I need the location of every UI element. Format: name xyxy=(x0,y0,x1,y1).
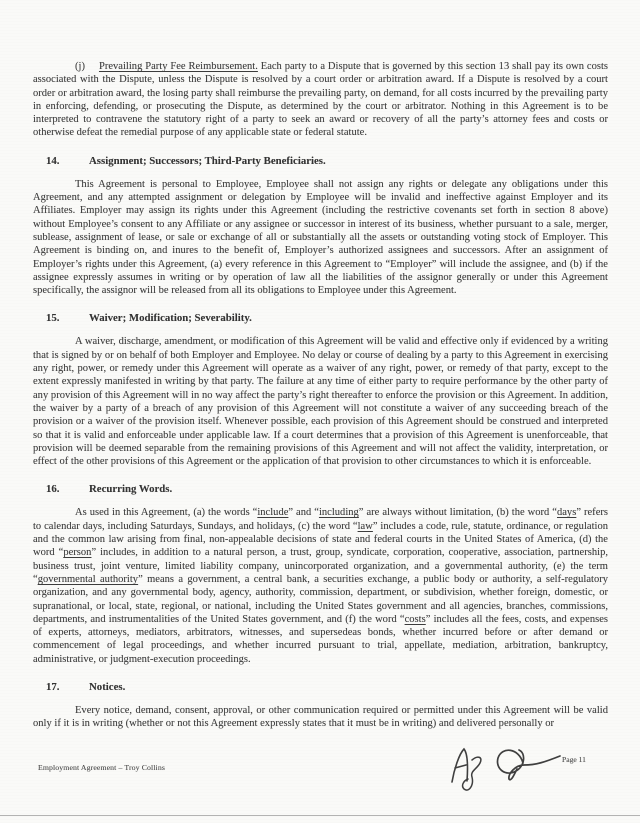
clause-j-heading: Prevailing Party Fee Reimbursement. xyxy=(98,61,258,72)
section-17-number: 17. xyxy=(46,680,60,693)
section-14-title: Assignment; Successors; Third-Party Beneficiaries. xyxy=(89,154,326,167)
section-15-heading xyxy=(33,312,608,325)
section-16-paragraph: As used in this Agreement, (a) the words “include” and “including” are always without limitation, (b) the word “days” refers to calendar days, including Saturdays, Sundays, and holidays, (c) the word “law” includes a code, rule, statute, ordinance, or regulation and the common law arising from final, non-appealable decisions of state and federal courts in the United States of America, (d) the word “person” includes, in addition to a natural person, a trust, group, syndicate, corporation, cooperative, association, partnership, business trust, joint venture, limited liability company, unincorporated organization, and a governmental authority, (e) the term “governmental authority” means a government, a central bank, a securities exchange, a public body or authority, a self-regulatory organization, and any governmental body, agency, authority, commission, department, or subdivision, whether foreign, domestic, or supranational, or local, state, regional, or national, including the United States government and all agencies, branches, commissions, departments, and instrumentalities of the United States government, and (f) the word “costs” includes all the fees, costs, and expenses of experts, attorneys, mediators, arbitrators, witnesses, and supersedeas bonds, whether incurred before or after demand or commencement of legal proceedings, and whether incurred pursuant to trial, appellate, mediation, arbitration, bankruptcy, administrative, or judgment-execution proceedings. xyxy=(33,507,608,665)
section-16-title: Recurring Words. xyxy=(89,483,173,496)
scan-edge-line xyxy=(0,815,640,816)
section-17-heading xyxy=(33,681,608,694)
signature-initial-2 xyxy=(497,750,560,780)
section-14-heading xyxy=(33,155,608,168)
section-15-number: 15. xyxy=(46,312,60,325)
section-14-number: 14. xyxy=(46,154,60,167)
section-17-title: Notices. xyxy=(89,680,126,693)
section-17-paragraph: Every notice, demand, consent, approval, or other communication required or permitted under this Agreement will be valid only if it is in writing (whether or not this Agreement expressly states that it must be in writing) and delivered personally or xyxy=(33,704,608,730)
document-body xyxy=(33,60,608,731)
section-16-heading xyxy=(33,483,608,496)
initials-signature xyxy=(443,736,575,800)
section-16-number: 16. xyxy=(46,483,60,496)
section-15-title: Waiver; Modification; Severability. xyxy=(89,312,252,325)
section-15-paragraph: A waiver, discharge, amendment, or modification of this Agreement will be valid and effective only if evidenced by a writing that is signed by or on behalf of both Employer and Employee. No delay or course of dealing by a party to this Agreement in exercising any right, power, or remedy under this Agreement will operate as a waiver of any right, power, or remedy of that party, except to the extent expressly manifested in writing by that party. The failure at any time of either party to require performance by the other party of any provision of this Agreement will in no way affect the party’s right thereafter to enforce the provision or this Agreement. In addition, the waiver by a party of a breach of any provision of this Agreement will not constitute a waiver of any succeeding breach of the provision or a waiver of the provision itself. Whenever possible, each provision of this Agreement should be construed and interpreted so that it is valid and enforceable under applicable law. If a court determines that a provision of this Agreement is unenforceable, that provision will be deemed separable from the remaining provisions of this Agreement and will not affect the validity, interpretation, or effect of the other provisions of this Agreement or the application of that provision to other circumstances to which it is enforceable. xyxy=(33,336,608,468)
clause-j-label: (j) xyxy=(75,61,85,72)
clause-j-paragraph xyxy=(33,60,608,140)
footer-document-title: Employment Agreement – Troy Collins xyxy=(38,763,165,772)
clause-j-body: Each party to a Dispute that is governed by this section 13 shall pay its own costs associated with the Dispute, unless the Dispute is resolved by a court order or arbitration award. If a Dispute is resolved by a court order or arbitration award, the losing party shall reimburse the prevailing party, on demand, for all costs incurred by the prevailing party in enforcing, defending, or prosecuting the Dispute, as determined by the court or arbitrator. Nothing in this Agreement is to be interpreted to contravene the statutory right of a party to seek an award or recovery of all the party’s attorney fees and costs or otherwise defeat the remedial purpose of any applicable state or federal statute. xyxy=(33,61,609,139)
section-14-paragraph: This Agreement is personal to Employee, Employee shall not assign any rights or delegate any obligations under this Agreement, and any attempted assignment or delegation by Employee will be invalid and ineffective against Employer and its Affiliates. Employer may assign its rights under this Agreement (including the restrictive covenants set forth in section 8 above) without Employee’s consent to any Affiliate or any assignee or successor in interest of its business, whether pursuant to a sale, merger, sublease, assignment of lease, or sale or exchange of all or substantially all the assets or outstanding voting stock of Employer. This Agreement is binding on, and inures to the benefit of, Employer’s authorized assignees and successors. After an assignment of Employer’s rights under this Agreement, (a) every reference in this Agreement to “Employer” will include the assignee, and (b) if the assignee expressly assumes in writing or by operation of law all the liabilities of the assignor generally or under this Agreement specifically, the assignor will be released from all its obligations to Employee under this Agreement. xyxy=(33,178,608,297)
signature-initial-1-descender xyxy=(463,757,481,790)
page-number: Page 11 xyxy=(562,755,586,764)
signature-initial-1 xyxy=(452,749,468,782)
